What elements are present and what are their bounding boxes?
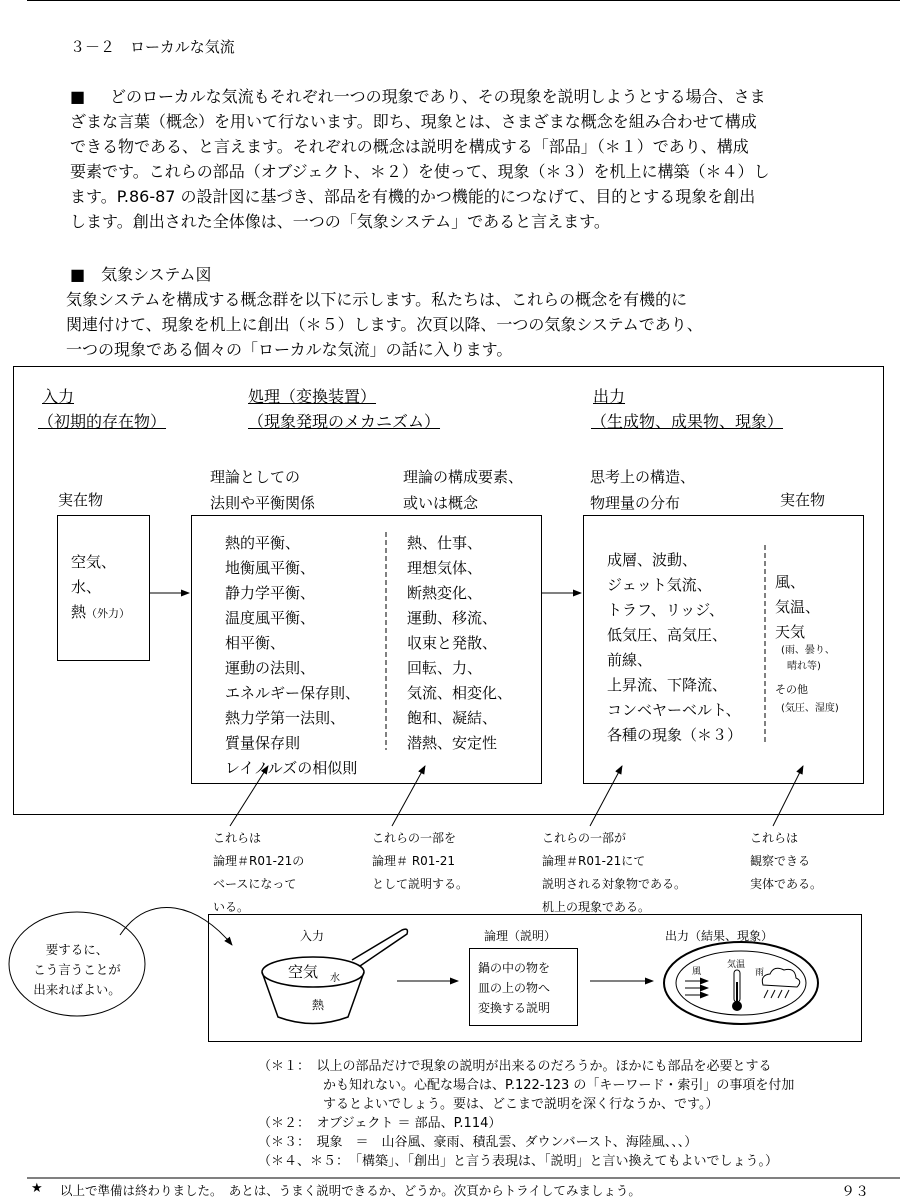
structure-item: コンベヤーベルト、 xyxy=(607,701,741,719)
bubble-line: 出来ればよい。 xyxy=(33,982,121,997)
pot-word-air: 空気 xyxy=(288,963,319,981)
page-number: ９３ xyxy=(841,1184,869,1200)
entity-item: 水、 xyxy=(71,578,102,596)
speech-bubble xyxy=(9,912,145,1016)
note-line: 説明される対象物である。 xyxy=(542,877,687,891)
system-heading: ■ 気象システム図 xyxy=(70,265,212,284)
structure-item: ジェット気流、 xyxy=(607,576,712,594)
plate-word-rain: 雨 xyxy=(755,968,765,978)
note-3-arrow xyxy=(590,766,622,826)
entity-heat: 熱 xyxy=(71,603,87,621)
law-item: 熱力学第一法則、 xyxy=(225,709,346,727)
other-note: (気圧、湿度) xyxy=(781,703,839,714)
output-title: 出力 xyxy=(593,387,626,406)
note-line: これらは xyxy=(213,831,262,845)
plate-word-wind: 風 xyxy=(692,967,702,977)
observable-item: 風、 xyxy=(775,573,806,591)
plate-word-temp: 気温 xyxy=(727,960,746,970)
footnote-line: （＊３： 現象 ＝ 山谷風、豪雨、積乱雲、ダウンバースト、海陸風、、、） xyxy=(258,1135,698,1150)
note-line: 論理＃R01-21の xyxy=(213,854,305,868)
pot-word-water: 水 xyxy=(330,973,340,984)
concept-item: 気流、相変化、 xyxy=(407,684,513,702)
process-subtitle: （現象発現のメカニズム） xyxy=(248,412,441,431)
logic-line: 変換する説明 xyxy=(478,1001,551,1015)
col4-label-line: 思考上の構造、 xyxy=(590,468,696,486)
entity-note: （外力） xyxy=(86,607,131,620)
col2-label-line: 理論としての xyxy=(210,468,301,486)
note-line: これらは xyxy=(750,831,799,845)
structure-item: 低気圧、高気圧、 xyxy=(607,626,728,644)
process-title: 処理（変換装置） xyxy=(248,387,377,406)
star-icon: ★ xyxy=(31,1181,43,1196)
note-4-arrow xyxy=(773,766,803,826)
note-line: として説明する。 xyxy=(372,877,469,891)
law-item: 熱的平衡、 xyxy=(225,534,301,552)
logic-line: 皿の上の物へ xyxy=(478,981,551,995)
summary-output-label: 出力（結果、現象） xyxy=(665,929,774,943)
structure-item: 成層、波動、 xyxy=(607,551,698,569)
note-line: ベースになって xyxy=(213,877,297,891)
system-line: 気象システムを構成する概念群を以下に示します。私たちは、これらの概念を有機的に xyxy=(66,290,688,309)
section-title: ３－２ ローカルな気流 xyxy=(70,38,235,56)
logic-line: 鍋の中の物を xyxy=(478,961,551,975)
rain-cloud-icon xyxy=(762,968,799,998)
input-subtitle: （初期的存在物） xyxy=(38,412,167,431)
concept-item: 回転、力、 xyxy=(407,659,483,677)
concept-item: 断熱変化、 xyxy=(407,584,483,602)
note-line: 論理＃R01-21にて xyxy=(542,854,646,868)
footnote-line: （＊４、＊５： 「構築」、「創出」と言う表現は、「説明」と言い換えてもよいでしょう。） xyxy=(258,1154,779,1169)
concept-item: 運動、移流、 xyxy=(407,609,498,627)
plate-icon xyxy=(664,942,818,1024)
pot-word-heat: 熱 xyxy=(312,998,325,1012)
law-item: 地衡風平衡、 xyxy=(225,559,316,577)
intro-line: します。創出された全体像は、一つの「気象システム」であると言えます。 xyxy=(70,212,610,231)
law-item: 相平衡、 xyxy=(225,634,286,652)
note-line: 実体である。 xyxy=(750,877,823,891)
note-line: これらの一部が xyxy=(542,831,627,845)
weather-note-line: 晴れ等) xyxy=(787,661,821,672)
footnote-line: かも知れない。心配な場合は、P.122-123 の「キーワード・索引」の事項を付加 xyxy=(258,1078,795,1093)
output-subtitle: （生成物、成果物、現象） xyxy=(591,412,784,431)
intro-line: 要素です。これらの部品（オブジェクト、＊２）を使って、現象（＊３）を机上に構築（＊４）し xyxy=(70,162,770,181)
col5-label: 実在物 xyxy=(780,491,826,509)
summary-input-label: 入力 xyxy=(300,929,325,943)
structure-item: トラフ、リッジ、 xyxy=(607,601,725,619)
structure-item: 各種の現象（＊３） xyxy=(607,726,743,744)
note-line: これらの一部を xyxy=(372,831,457,845)
bubble-line: 要するに、 xyxy=(45,942,109,957)
col1-label: 実在物 xyxy=(58,491,104,509)
footer-text: 以上で準備は終わりました。 あとは、うまく説明できるか、どうか。次頁からトライしてみましょう。 xyxy=(60,1183,641,1198)
intro-line: ざまな言葉（概念）を用いて行ないます。即ち、現象とは、さまざまな概念を組み合わせて構成 xyxy=(70,112,757,131)
structure-item: 上昇流、下降流、 xyxy=(607,676,728,694)
weather-note-line: (雨、曇り、 xyxy=(781,645,835,656)
observable-item: 気温、 xyxy=(775,598,821,616)
law-item: レイノルズの相似則 xyxy=(225,759,358,777)
concept-item: 潜熱、安定性 xyxy=(407,734,498,752)
note-line: いる。 xyxy=(213,900,250,914)
intro-line: ます。P.86-87 の設計図に基づき、部品を有機的かつ機能的につなげて、目的とする現象を創出 xyxy=(70,187,756,206)
summary-logic-label: 論理（説明） xyxy=(484,929,557,943)
note-1-arrow xyxy=(230,766,268,826)
intro-line: できる物である、と言えます。それぞれの概念は説明を構成する「部品」（＊１）であり、構成 xyxy=(70,137,749,156)
law-item: 質量保存則 xyxy=(225,734,301,752)
col3-label-line: 理論の構成要素、 xyxy=(403,468,524,486)
law-item: 運動の法則、 xyxy=(225,659,316,677)
system-line: 一つの現象である個々の「ローカルな気流」の話に入ります。 xyxy=(66,340,513,359)
concept-item: 熱、仕事、 xyxy=(407,534,483,552)
structure-item: 前線、 xyxy=(607,651,653,669)
system-line: 関連付けて、現象を机上に創出（＊５）します。次頁以降、一つの気象システムであり、 xyxy=(66,315,703,334)
wind-arrows-icon xyxy=(685,981,708,995)
law-item: 温度風平衡、 xyxy=(225,609,316,627)
concept-item: 理想気体、 xyxy=(407,559,483,577)
bubble-line: こう言うことが xyxy=(33,962,121,977)
intro-bullet: ■ xyxy=(70,87,86,106)
intro-line: どのローカルな気流もそれぞれ一つの現象であり、その現象を説明しようとする場合、さま xyxy=(110,87,766,106)
footnote-line: するとよいでしょう。要は、どこまで説明を深く行なうか、です。） xyxy=(258,1097,719,1112)
law-item: 静力学平衡、 xyxy=(225,584,316,602)
observable-item: 天気 xyxy=(775,623,806,641)
pot-icon xyxy=(262,929,407,1023)
concept-item: 収束と発散、 xyxy=(407,634,498,652)
col4-label-line: 物理量の分布 xyxy=(590,494,681,512)
other-label: その他 xyxy=(775,683,808,696)
note-line: 観察できる xyxy=(750,854,811,868)
thermometer-icon xyxy=(732,970,742,1011)
col3-label-line: 或いは概念 xyxy=(403,494,479,512)
note-line: 机上の現象である。 xyxy=(542,900,651,914)
entity-item: 空気、 xyxy=(71,553,117,571)
col2-label-line: 法則や平衡関係 xyxy=(210,494,316,512)
law-item: エネルギー保存則、 xyxy=(225,684,361,702)
note-line: 論理＃ R01-21 xyxy=(372,854,456,868)
footnote-line: （＊２： オブジェクト ＝ 部品、P.114） xyxy=(258,1116,502,1131)
footnote-line: （＊１： 以上の部品だけで現象の説明が出来るのだろうか。ほかにも部品を必要とする xyxy=(258,1059,772,1074)
input-title: 入力 xyxy=(42,387,75,406)
note-2-arrow xyxy=(392,766,425,826)
concept-item: 飽和、凝結、 xyxy=(407,709,498,727)
